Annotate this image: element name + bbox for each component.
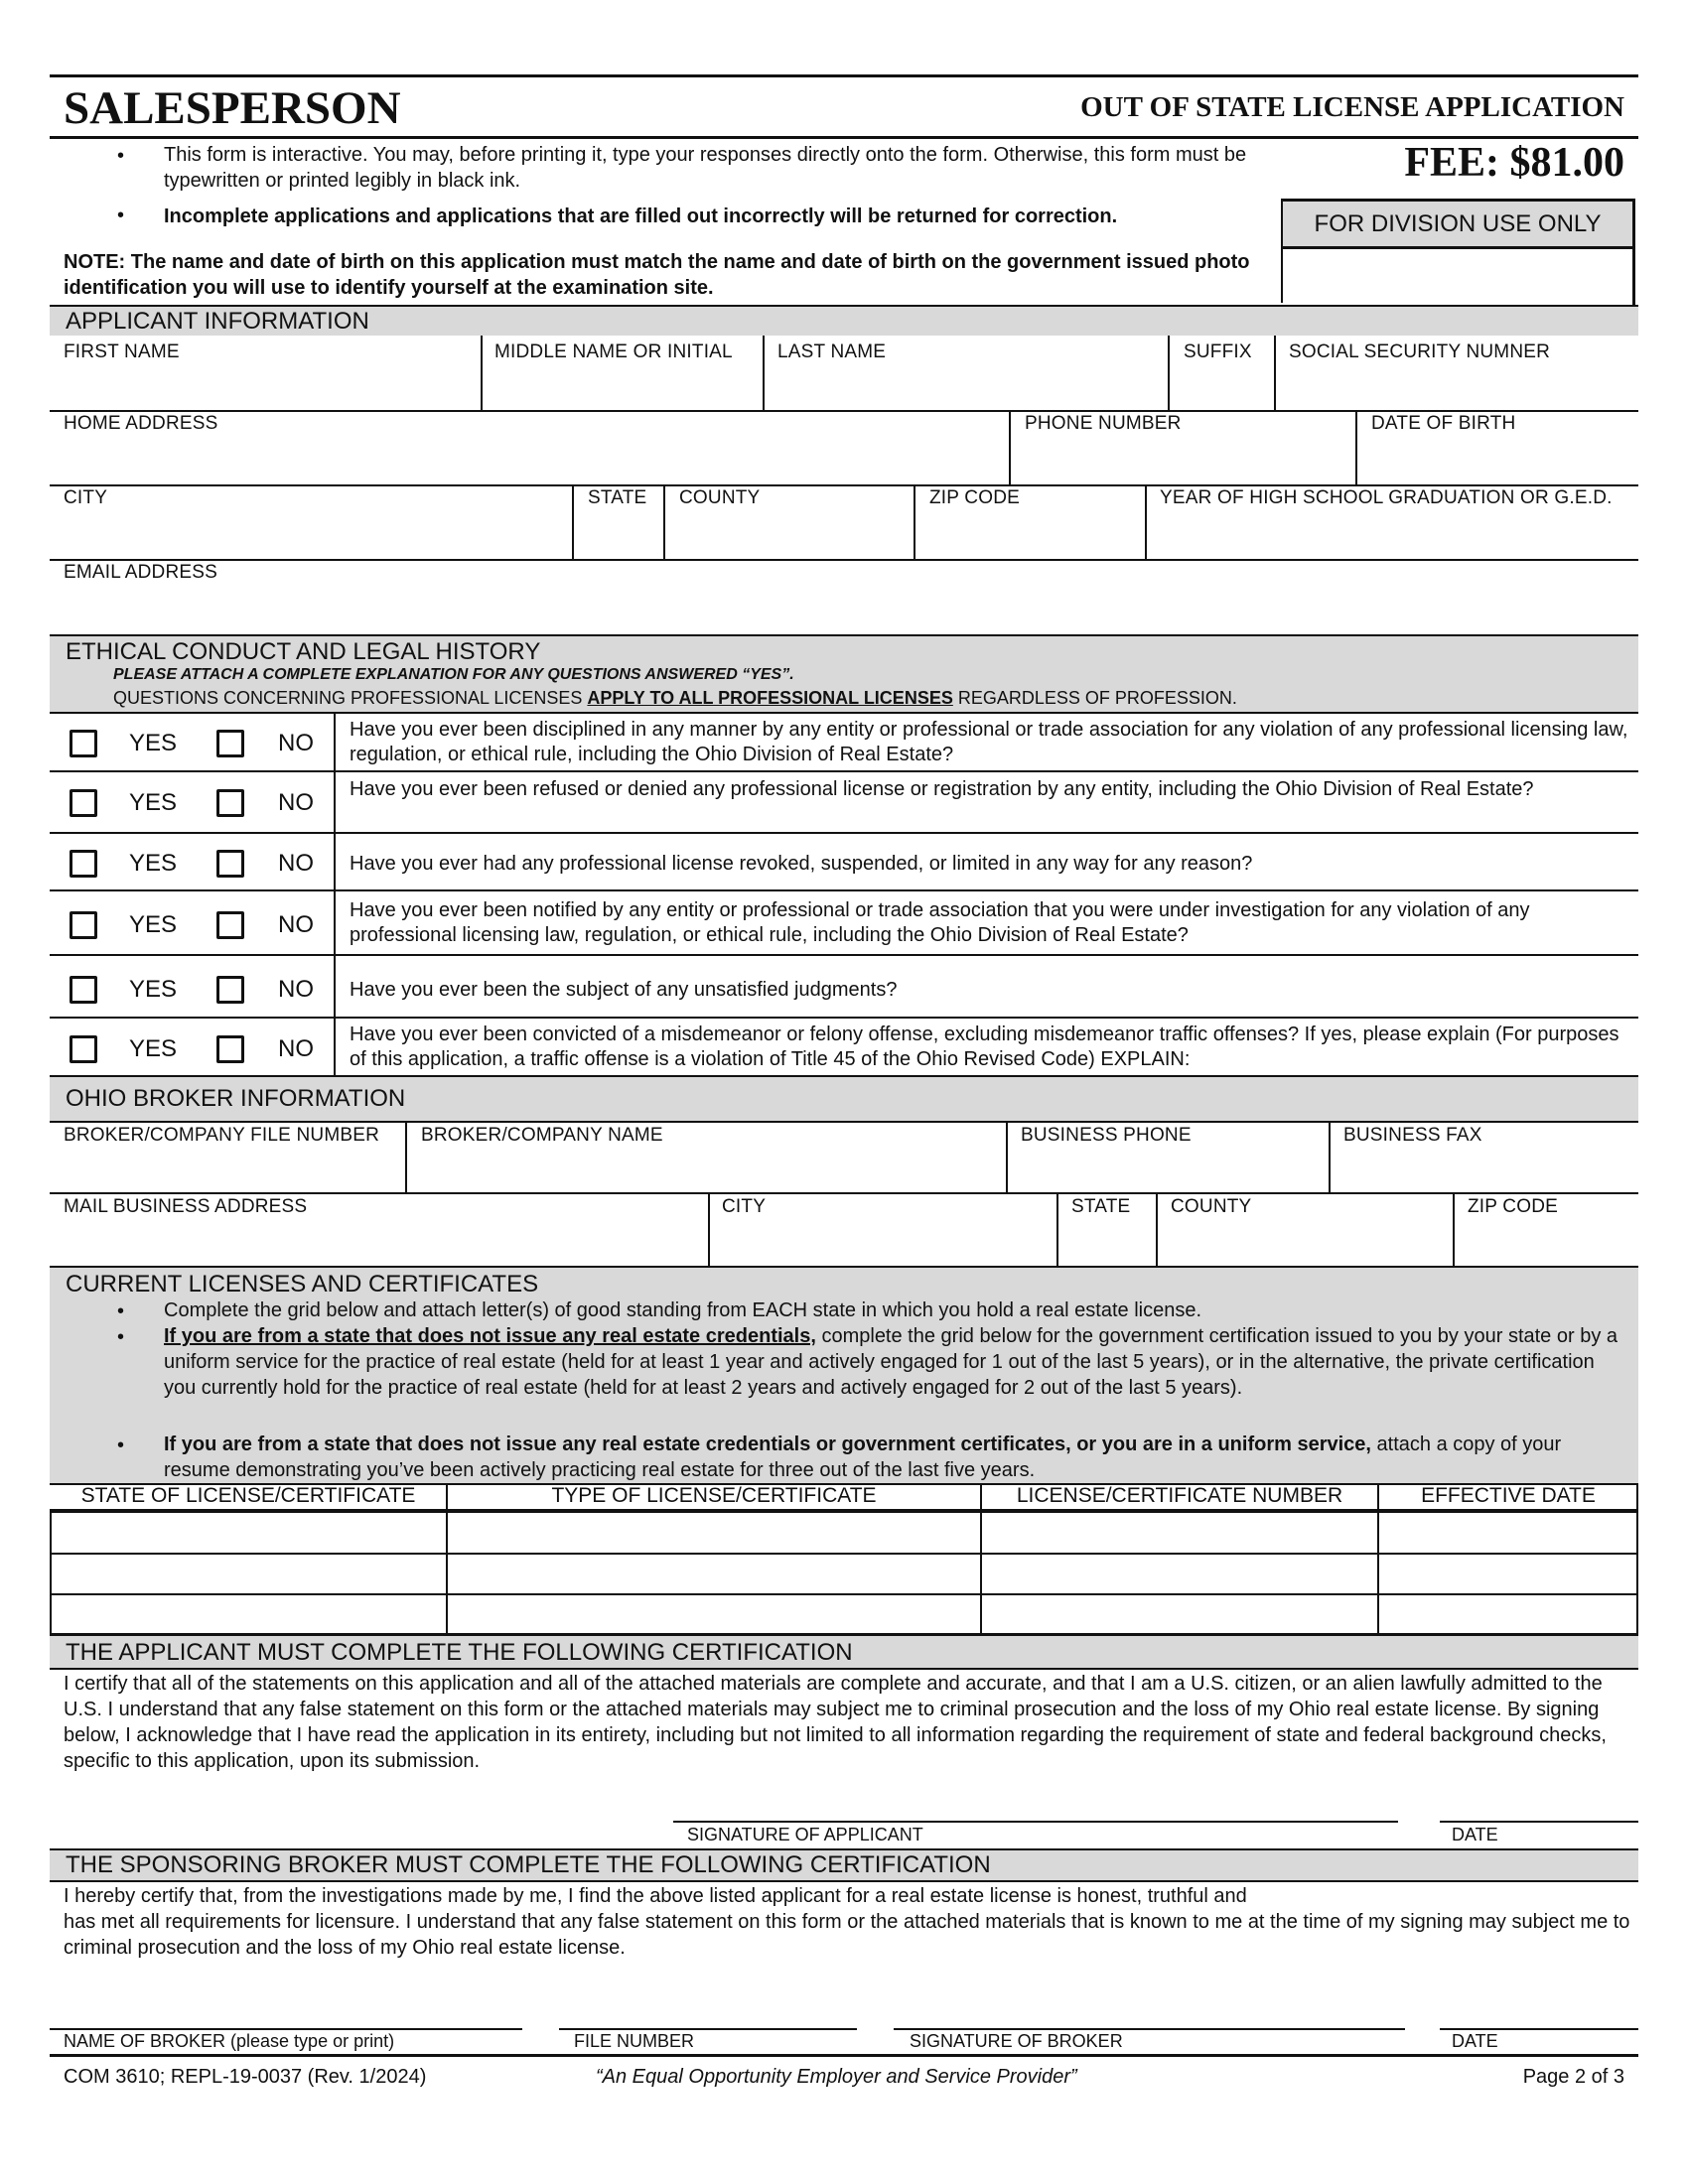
q5-no-checkbox[interactable] xyxy=(216,976,244,1004)
q2-no-label: NO xyxy=(278,789,314,816)
ssn-label: SOCIAL SECURITY NUMNER xyxy=(1289,341,1551,362)
broker-city-label: CITY xyxy=(722,1196,767,1217)
licenses-section-title: CURRENT LICENSES AND CERTIFICATES xyxy=(66,1271,539,1297)
first-name-label: FIRST NAME xyxy=(64,341,180,362)
q1-no-label: NO xyxy=(278,730,314,756)
license-row-2[interactable] xyxy=(52,1555,1634,1593)
last-name-label: LAST NAME xyxy=(777,341,887,362)
col-state-header: STATE OF LICENSE/CERTIFICATE xyxy=(80,1484,416,1507)
q3-yes-label: YES xyxy=(129,850,178,877)
q6-no-checkbox[interactable] xyxy=(216,1035,244,1063)
phone-label: PHONE NUMBER xyxy=(1025,413,1182,434)
suffix-label: SUFFIX xyxy=(1184,341,1252,362)
intro-note: NOTE: The name and date of birth on this application must match the name and date of birth on the government issued photo identification you will use to identify yourself at the examination site. xyxy=(64,251,1250,299)
broker-name-label: NAME OF BROKER (please type or print) xyxy=(64,2031,395,2051)
applicant-signature-field[interactable] xyxy=(673,1783,1398,1821)
q3-no-label: NO xyxy=(278,850,314,877)
ethics-instruction: PLEASE ATTACH A COMPLETE EXPLANATION FOR ANY QUESTIONS ANSWERED “YES”. xyxy=(113,666,794,683)
q5-text: Have you ever been the subject of any unsatisfied judgments? xyxy=(350,979,898,1001)
q4-yes-checkbox[interactable] xyxy=(70,911,97,939)
q4-yes-label: YES xyxy=(129,911,178,938)
broker-signature-label: SIGNATURE OF BROKER xyxy=(910,2031,1123,2051)
licenses-section-bar: CURRENT LICENSES AND CERTIFICATES • Complete the grid below and attach letter(s) of good standing from EACH state in which you hold a real estate license. • If you are from a state that does not issue any real estate credentials, complete the grid below for the government certification issued to you by your state or by a uniform service for the practice of real estate (held for at least 1 year and actively engaged for 1 out of the last 5 years), or in the alternative, the private certification you currently hold for the practice of real estate (held for at least 2 years and actively engaged for 2 out of the last 5 years). • If you are from a state that does not issue any real estate credentials or government certificates, or you are in a uniform service, attach a copy of your resume demonstrating you’ve been actively practicing real estate for three out of the last five years. xyxy=(50,1268,1638,1483)
form-subtitle: OUT OF STATE LICENSE APPLICATION xyxy=(1080,91,1624,123)
dob-label: DATE OF BIRTH xyxy=(1371,413,1516,434)
form-title: SALESPERSON xyxy=(64,82,401,134)
page-number: Page 2 of 3 xyxy=(1522,2066,1624,2088)
applicant-date-field[interactable] xyxy=(1440,1783,1638,1821)
q1-yes-checkbox[interactable] xyxy=(70,730,97,757)
footer-motto: “An Equal Opportunity Employer and Service Provider” xyxy=(596,2066,1077,2088)
licenses-bullet-3: If you are from a state that does not issue any real estate credentials or government certificates, or you are in a uniform service, attach a copy of your resume demonstrating you’ve been actively practicing real estate for three out of the last five years. xyxy=(164,1433,1562,1481)
intro-bullet-2: Incomplete applications and applications that are filled out incorrectly will be returned for correction. xyxy=(164,205,1118,227)
broker-company-name-label: BROKER/COMPANY NAME xyxy=(421,1125,663,1146)
broker-zip-label: ZIP CODE xyxy=(1468,1196,1558,1217)
broker-section-title: OHIO BROKER INFORMATION xyxy=(66,1085,406,1112)
license-row-3[interactable] xyxy=(52,1595,1634,1633)
ethics-section-bar xyxy=(50,636,1638,712)
broker-file-number-field[interactable] xyxy=(559,1990,857,2028)
division-use-box xyxy=(1281,199,1635,303)
licenses-bullet-1: Complete the grid below and attach letter(s) of good standing from EACH state in which you hold a real estate license. xyxy=(164,1299,1202,1321)
applicant-section-bar xyxy=(50,306,1638,336)
q5-yes-checkbox[interactable] xyxy=(70,976,97,1004)
q2-yes-label: YES xyxy=(129,789,178,816)
q1-text: Have you ever been disciplined in any manner by any entity or professional or trade association for any violation of any professional licensing law, regulation, or ethical rule, including the Ohio Division of Real Estate? xyxy=(350,719,1628,765)
broker-section-bar xyxy=(50,1077,1638,1122)
q3-text: Have you ever had any professional license revoked, suspended, or limited in any way for any reason? xyxy=(350,853,1253,875)
intro-bullet-1: This form is interactive. You may, before printing it, type your responses directly onto the form. Otherwise, this form must be typewritten or printed legibly in black ink. xyxy=(164,144,1247,192)
form-id: COM 3610; REPL-19-0037 (Rev. 1/2024) xyxy=(64,2066,427,2088)
q4-no-checkbox[interactable] xyxy=(216,911,244,939)
zip-label: ZIP CODE xyxy=(929,487,1020,508)
q2-no-checkbox[interactable] xyxy=(216,789,244,817)
state-label: STATE xyxy=(588,487,647,508)
broker-cert-bar xyxy=(50,1848,1638,1880)
broker-cert-line1: I hereby certify that, from the investigations made by me, I find the above listed applicant for a real estate license is honest, truthful and xyxy=(64,1885,1247,1907)
broker-state-label: STATE xyxy=(1071,1196,1131,1217)
applicant-cert-bar xyxy=(50,1636,1638,1668)
ethics-section-title: ETHICAL CONDUCT AND LEGAL HISTORY xyxy=(66,638,541,665)
ethics-note: QUESTIONS CONCERNING PROFESSIONAL LICENSES APPLY TO ALL PROFESSIONAL LICENSES REGARDLESS OF PROFESSION. xyxy=(113,688,1237,708)
q1-no-checkbox[interactable] xyxy=(216,730,244,757)
q6-text: Have you ever been convicted of a misdemeanor or felony offense, excluding misdemeanor traffic offenses? If yes, please explain (For purposes of this application, a traffic offense is a violation of Title 45 of the Ohio Revised Code) EXPLAIN: xyxy=(350,1024,1619,1070)
licenses-bullet-2: If you are from a state that does not issue any real estate credentials, complete the grid below for the government certification issued to you by your state or by a uniform service for the practice of real estate (held for at least 1 year and actively engaged for 1 out of the last 5 years), or in the alternative, the private certification you currently hold for the practice of real estate (held for at least 2 years and actively engaged for 2 out of the last 5 years). xyxy=(164,1325,1618,1399)
q5-yes-label: YES xyxy=(129,976,178,1003)
col-date-header: EFFECTIVE DATE xyxy=(1421,1484,1596,1507)
middle-name-label: MIDDLE NAME OR INITIAL xyxy=(494,341,733,362)
business-fax-label: BUSINESS FAX xyxy=(1343,1125,1482,1146)
q4-text: Have you ever been notified by any entity or professional or trade association that you were under investigation for any violation of any professional licensing law, regulation, or ethical rule, including the Ohio Division of Real Estate? xyxy=(350,899,1530,946)
broker-signature-field[interactable] xyxy=(894,1990,1405,2028)
applicant-signature-label: SIGNATURE OF APPLICANT xyxy=(687,1825,923,1844)
q6-no-label: NO xyxy=(278,1035,314,1062)
applicant-section-title: APPLICANT INFORMATION xyxy=(66,308,369,335)
broker-cert-line2: has met all requirements for licensure. I understand that any false statement on this form or the attached materials that is known to me at the time of my signing may subject me to criminal prosecution and the loss of my Ohio real estate license. xyxy=(64,1911,1630,1959)
hs-year-label: YEAR OF HIGH SCHOOL GRADUATION OR G.E.D. xyxy=(1160,487,1613,508)
q3-no-checkbox[interactable] xyxy=(216,850,244,878)
q6-yes-checkbox[interactable] xyxy=(70,1035,97,1063)
applicant-cert-text: I certify that all of the statements on this application and all of the attached materials are complete and accurate, and that I am a U.S. citizen, or an alien lawfully admitted to the U.S. I understand that any false statement on this form or the attached materials may subject me to criminal prosecution and the loss of my Ohio real estate license. By signing below, I acknowledge that I have read the application in its entirety, including but not limited to all information regarding the requirement of state and federal background checks, specific to this application, upon its submission. xyxy=(64,1673,1607,1772)
license-row-1[interactable] xyxy=(52,1512,1634,1553)
home-address-label: HOME ADDRESS xyxy=(64,413,218,434)
applicant-date-label: DATE xyxy=(1452,1825,1498,1844)
broker-file-number-sig-label: FILE NUMBER xyxy=(574,2031,695,2051)
mail-address-label: MAIL BUSINESS ADDRESS xyxy=(64,1196,308,1217)
city-label: CITY xyxy=(64,487,108,508)
q4-no-label: NO xyxy=(278,911,314,938)
broker-county-label: COUNTY xyxy=(1171,1196,1252,1217)
business-phone-label: BUSINESS PHONE xyxy=(1021,1125,1192,1146)
broker-cert-title: THE SPONSORING BROKER MUST COMPLETE THE FOLLOWING CERTIFICATION xyxy=(66,1851,991,1878)
q2-yes-checkbox[interactable] xyxy=(70,789,97,817)
broker-name-field[interactable] xyxy=(50,1990,522,2028)
q5-no-label: NO xyxy=(278,976,314,1003)
col-type-header: TYPE OF LICENSE/CERTIFICATE xyxy=(551,1484,877,1507)
division-use-field[interactable] xyxy=(1283,249,1635,305)
col-number-header: LICENSE/CERTIFICATE NUMBER xyxy=(1016,1484,1343,1507)
division-use-header: FOR DIVISION USE ONLY xyxy=(1283,199,1635,249)
q1-yes-label: YES xyxy=(129,730,178,756)
email-label: EMAIL ADDRESS xyxy=(64,562,217,583)
broker-date-label: DATE xyxy=(1452,2031,1498,2051)
county-label: COUNTY xyxy=(679,487,761,508)
broker-date-field[interactable] xyxy=(1440,1990,1638,2028)
applicant-cert-title: THE APPLICANT MUST COMPLETE THE FOLLOWING CERTIFICATION xyxy=(66,1639,853,1666)
q2-text: Have you ever been refused or denied any professional license or registration by any entity, including the Ohio Division of Real Estate? xyxy=(350,778,1534,800)
fee-label: FEE: $81.00 xyxy=(1404,140,1624,186)
q3-yes-checkbox[interactable] xyxy=(70,850,97,878)
q6-yes-label: YES xyxy=(129,1035,178,1062)
broker-file-number-label: BROKER/COMPANY FILE NUMBER xyxy=(64,1125,380,1146)
